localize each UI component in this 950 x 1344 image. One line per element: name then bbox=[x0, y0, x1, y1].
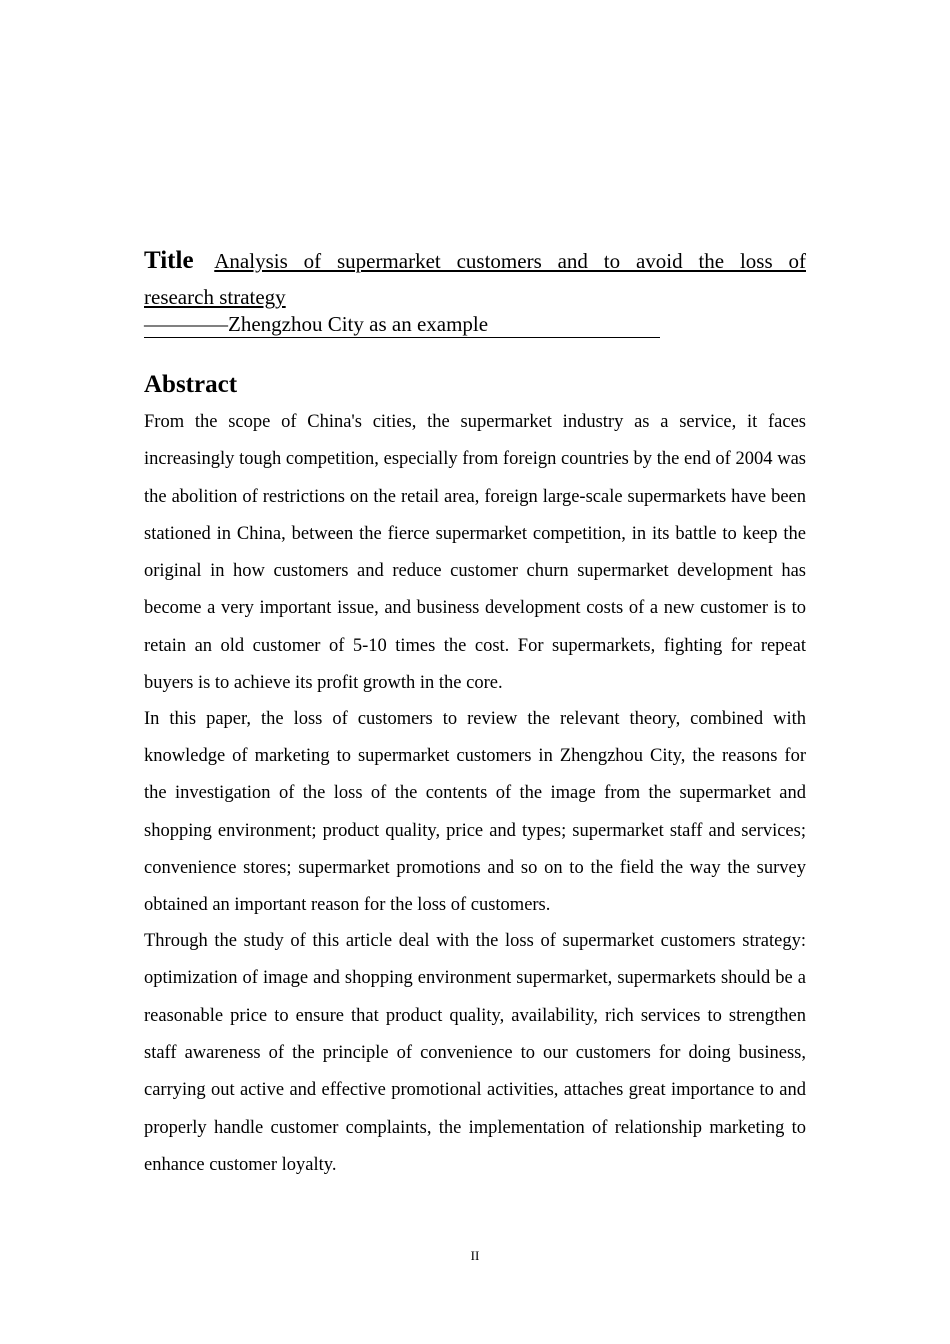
page-number: II bbox=[470, 1248, 480, 1263]
title-text: Analysis of supermarket customers and to avoid the loss of bbox=[214, 249, 806, 273]
abstract-heading: Abstract bbox=[144, 371, 238, 398]
title-subtitle: ————Zhengzhou City as an example bbox=[144, 311, 660, 338]
title-block bbox=[144, 243, 806, 315]
abstract-body bbox=[144, 404, 806, 1184]
abstract-paragraph: In this paper, the loss of customers to review the relevant theory, combined with knowledge of marketing to supermarket customers in Zhengzhou City, the reasons for the investigation of the loss of the contents of the image from the supermarket and shopping environment; product quality, price and types; supermarket staff and services; convenience stores; supermarket promotions and so on to the field the way the survey obtained an important reason for the loss of customers. bbox=[144, 708, 806, 916]
abstract-paragraph: From the scope of China's cities, the supermarket industry as a service, it faces increasingly tough competition, especially from foreign countries by the end of 2004 was the abolition of restrictions on the retail area, foreign large-scale supermarkets have been stationed in China, between the fierce supermarket competition, in its battle to keep the original in how customers and reduce customer churn supermarket development has become a very important issue, and business development costs of a new customer is to retain an old customer of 5-10 times the cost. For supermarkets, fighting for repeat buyers is to achieve its profit growth in the core. bbox=[144, 412, 806, 694]
abstract-paragraph: Through the study of this article deal with the loss of supermarket customers strategy: optimization of image and shopping environment supermarket, supermarkets should be a reasonable price to ensure that product quality, availability, rich services to strengthen staff awareness of the principle of convenience to our customers for doing business, carrying out active and effective promotional activities, attaches great importance to and properly handle customer complaints, the implementation of relationship marketing to enhance customer loyalty. bbox=[144, 931, 806, 1175]
title-text-continued: research strategy bbox=[144, 285, 286, 309]
title-line-1 bbox=[144, 243, 806, 279]
title-label: Title bbox=[144, 247, 194, 274]
